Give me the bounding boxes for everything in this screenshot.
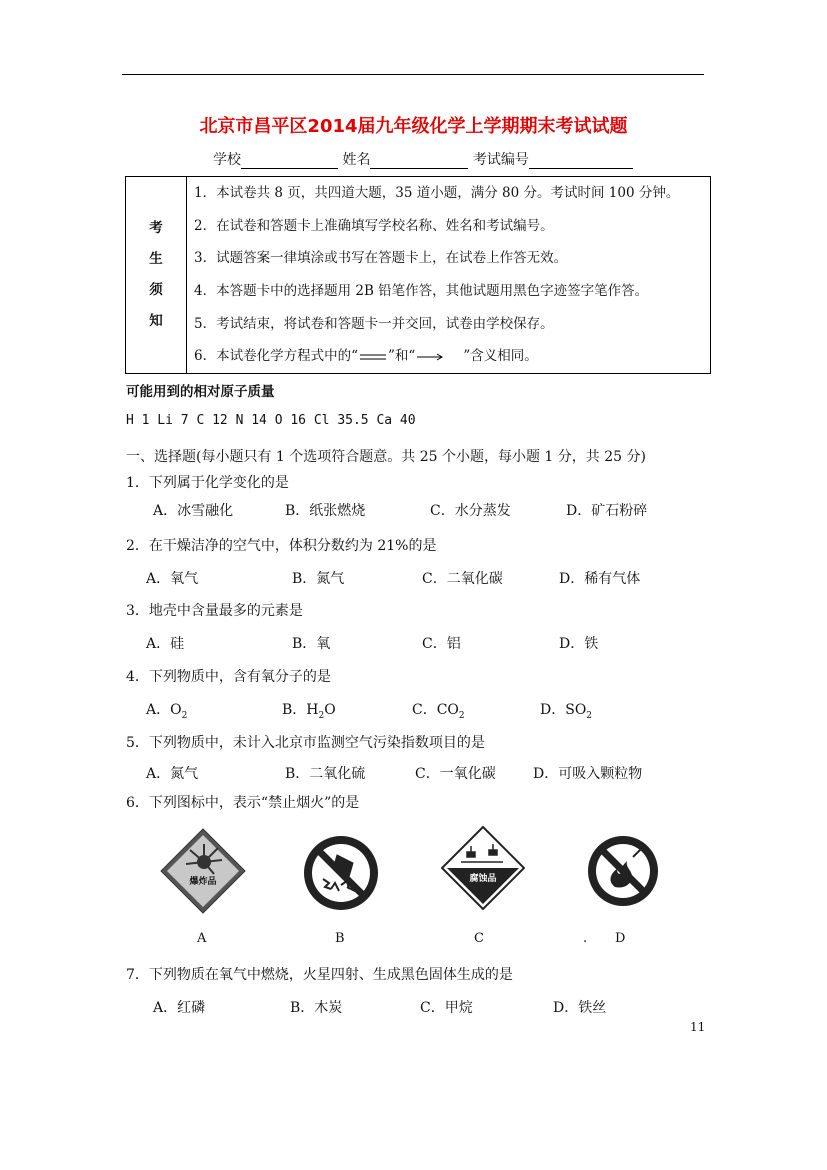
notice-rule: 5．考试结束，将试卷和答题卡一并交回，试卷由学校保存。 bbox=[194, 315, 554, 332]
sign-b-label: B bbox=[335, 931, 345, 946]
notice-rule-6: 6．本试卷化学方程式中的“ ”和“ ”含义相同。 bbox=[194, 348, 538, 365]
q2-option-a: A．氧气 bbox=[146, 571, 199, 587]
q7-option-b: B．木炭 bbox=[290, 1000, 343, 1016]
sign-a-text: 爆炸品 bbox=[189, 877, 217, 887]
notice-char: 知 bbox=[149, 313, 163, 330]
q1-option-c: C．水分蒸发 bbox=[430, 503, 511, 519]
notice-rule: 2．在试卷和答题卡上准确填写学校名称、姓名和考试编号。 bbox=[194, 217, 554, 234]
atomic-mass-list: H 1 Li 7 C 12 N 14 O 16 Cl 35.5 Ca 40 bbox=[126, 413, 416, 428]
question-4: 4．下列物质中，含有氧分子的是 bbox=[126, 669, 331, 685]
notice-char: 须 bbox=[149, 282, 163, 299]
page-number: 11 bbox=[690, 1020, 706, 1034]
exam-notice-table bbox=[125, 176, 711, 374]
q3-option-a: A．硅 bbox=[146, 636, 185, 652]
q7-option-d: D．铁丝 bbox=[553, 1000, 607, 1016]
student-info-row bbox=[213, 149, 633, 169]
q5-option-a: A．氮气 bbox=[146, 766, 199, 782]
q1-option-d: D．矿石粉碎 bbox=[566, 503, 648, 519]
header-rule bbox=[122, 74, 704, 75]
exam-no-blank bbox=[529, 152, 633, 169]
exam-no-label: 考试编号 bbox=[472, 152, 529, 168]
q3-option-b: B．氧 bbox=[292, 636, 331, 652]
q4-option-a: A．$O_2$ bbox=[146, 702, 188, 721]
equals-sign-icon bbox=[358, 352, 388, 362]
q2-option-b: B．氮气 bbox=[292, 571, 345, 587]
question-6: 6．下列图标中，表示“禁止烟火”的是 bbox=[126, 795, 360, 811]
q4-option-b: B．$H_2O$ bbox=[282, 702, 336, 721]
q7-option-a: A．红磷 bbox=[153, 1000, 206, 1016]
question-1: 1．下列属于化学变化的是 bbox=[126, 475, 289, 491]
notice-side-heading bbox=[126, 177, 187, 374]
q3-option-d: D．铁 bbox=[559, 636, 599, 652]
q2-option-d: D．稀有气体 bbox=[559, 571, 641, 587]
sign-c-label: C bbox=[474, 931, 484, 946]
q4-option-c: C．$CO_2$ bbox=[412, 702, 465, 721]
q5-option-d: D．可吸入颗粒物 bbox=[533, 766, 643, 782]
notice-char: 生 bbox=[149, 251, 163, 268]
q4-option-d: D．$SO_2$ bbox=[540, 702, 593, 721]
sign-d-label: D bbox=[615, 931, 626, 946]
section-1-heading: 一、选择题(每小题只有 1 个选项符合题意。共 25 个小题，每小题 1 分，共 25 分) bbox=[126, 449, 646, 465]
no-fire-sign-icon bbox=[585, 833, 661, 909]
arrow-icon bbox=[415, 352, 445, 362]
question-7: 7．下列物质在氧气中燃烧，火星四射、生成黑色固体生成的是 bbox=[126, 967, 513, 983]
q5-option-b: B．二氧化硫 bbox=[285, 766, 366, 782]
q3-option-c: C．铝 bbox=[422, 636, 461, 652]
notice-rule: 1．本试卷共 8 页，共四道大题，35 道小题，满分 80 分。考试时间 100 分钟。 bbox=[194, 185, 680, 201]
name-label: 姓名 bbox=[342, 152, 371, 168]
notice-rule: 4．本答题卡中的选择题用 2B 铅笔作答，其他试题用黑色字迹签字笔作答。 bbox=[194, 283, 649, 300]
q1-option-b: B．纸张燃烧 bbox=[285, 503, 366, 519]
sign-a-label: A bbox=[197, 931, 207, 946]
notice-rules bbox=[187, 177, 711, 374]
corrosive-sign-icon bbox=[441, 826, 525, 910]
notice-char: 考 bbox=[149, 220, 163, 237]
no-fireworks-sign-icon bbox=[301, 833, 381, 913]
atomic-mass-heading: 可能用到的相对原子质量 bbox=[126, 384, 275, 400]
school-blank bbox=[241, 152, 338, 169]
sign-c-text: 腐蚀品 bbox=[469, 874, 497, 884]
sign-d-dot: . bbox=[583, 931, 588, 946]
question-2: 2．在干燥洁净的空气中，体积分数约为 21%的是 bbox=[126, 538, 437, 554]
q7-option-c: C．甲烷 bbox=[420, 1000, 473, 1016]
q5-option-c: C．一氧化碳 bbox=[415, 766, 496, 782]
page-title: 北京市昌平区2014届九年级化学上学期期末考试试题 bbox=[199, 116, 628, 137]
notice-rule: 3．试题答案一律填涂或书写在答题卡上，在试卷上作答无效。 bbox=[194, 250, 568, 267]
name-blank bbox=[370, 152, 468, 169]
explosive-sign-icon bbox=[160, 828, 246, 914]
q2-option-c: C．二氧化碳 bbox=[422, 571, 503, 587]
question-3: 3．地壳中含量最多的元素是 bbox=[126, 603, 303, 619]
question-5: 5．下列物质中，未计入北京市监测空气污染指数项目的是 bbox=[126, 735, 485, 751]
q1-option-a: A．冰雪融化 bbox=[153, 503, 234, 519]
school-label: 学校 bbox=[213, 152, 241, 168]
